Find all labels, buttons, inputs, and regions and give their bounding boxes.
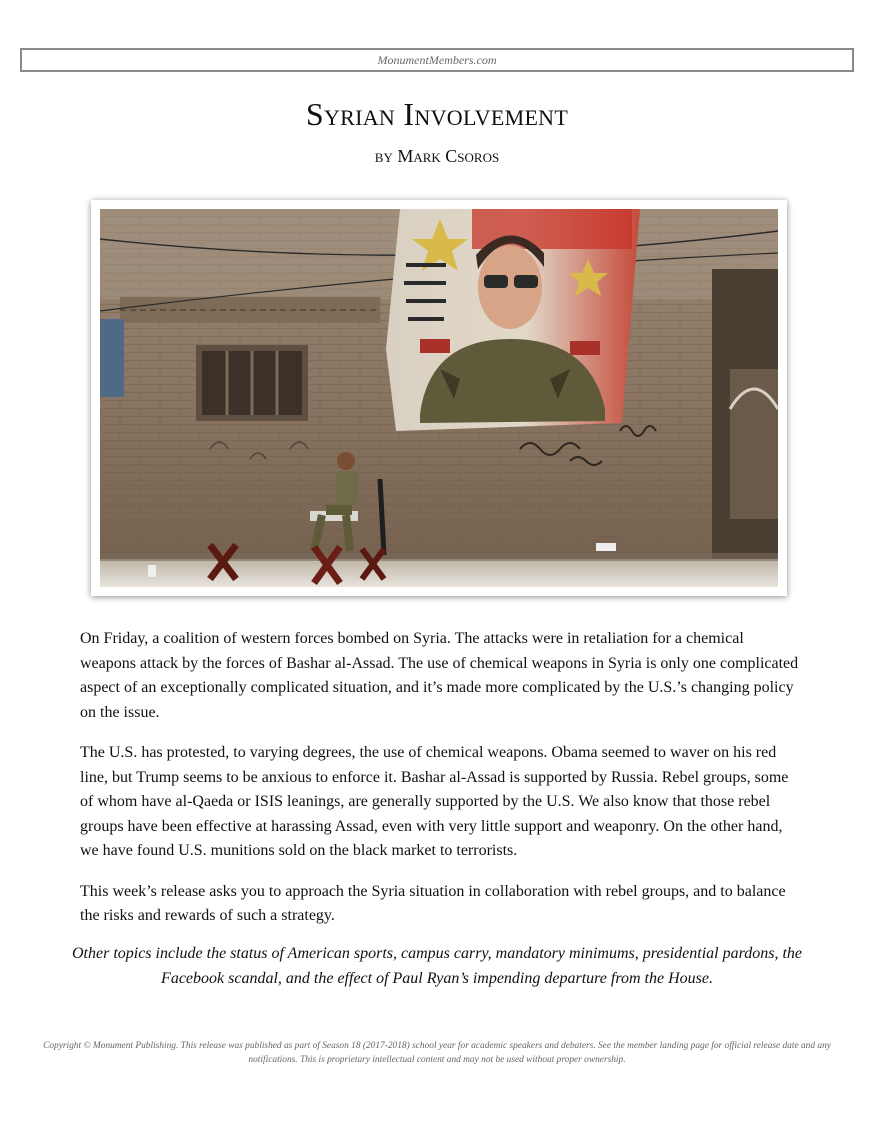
paragraph-2: The U.S. has protested, to varying degrees, the use of chemical weapons. Obama seemed to waver on his red line, but Trump seems to be anxious to enforce it. Bashar al-Assad is supported by Russia. Rebel groups, some of whom have al-Qaeda or ISIS leanings, are generally supported by the U.S. We also know that those rebel groups have been effective at harassing Assad, even with very little support and weaponry. On the other hand, we have found U.S. munitions sold on the black market to terrorists. [80,744,789,859]
site-name[interactable]: MonumentMembers.com [377,52,497,67]
article-title: Syrian Involvement [305,96,569,132]
paragraph-3: This week’s release asks you to approach the Syria situation in collaboration with rebel groups, and to balance the risks and rewards of such a strategy. [80,882,786,924]
article-photo [100,209,778,587]
article-body [80,627,800,945]
copyright-notice: Copyright © Monument Publishing. This release was published as part of Season 18 (2017-2018) school year for academic speakers and debaters. See the member landing page for official release date and any notifications. This is proprietary intellectual content and may not be used without proper ownership. [43,1041,831,1065]
other-topics: Other topics include the status of American sports, campus carry, mandatory minimums, presidential pardons, the Facebook scandal, and the effect of Paul Ryan’s impending departure from the House. [71,945,803,987]
article-byline: by Mark Csoros [374,146,500,166]
paragraph-1: On Friday, a coalition of western forces bombed on Syria. The attacks were in retaliation for a chemical weapons attack by the forces of Bashar al-Assad. The use of chemical weapons in Syria is only one complicated aspect of an exceptionally complicated situation, and it’s made more complicated by the U.S.’s changing policy on the issue. [80,630,799,721]
photo-frame [91,200,787,596]
site-header-bar [20,48,854,72]
